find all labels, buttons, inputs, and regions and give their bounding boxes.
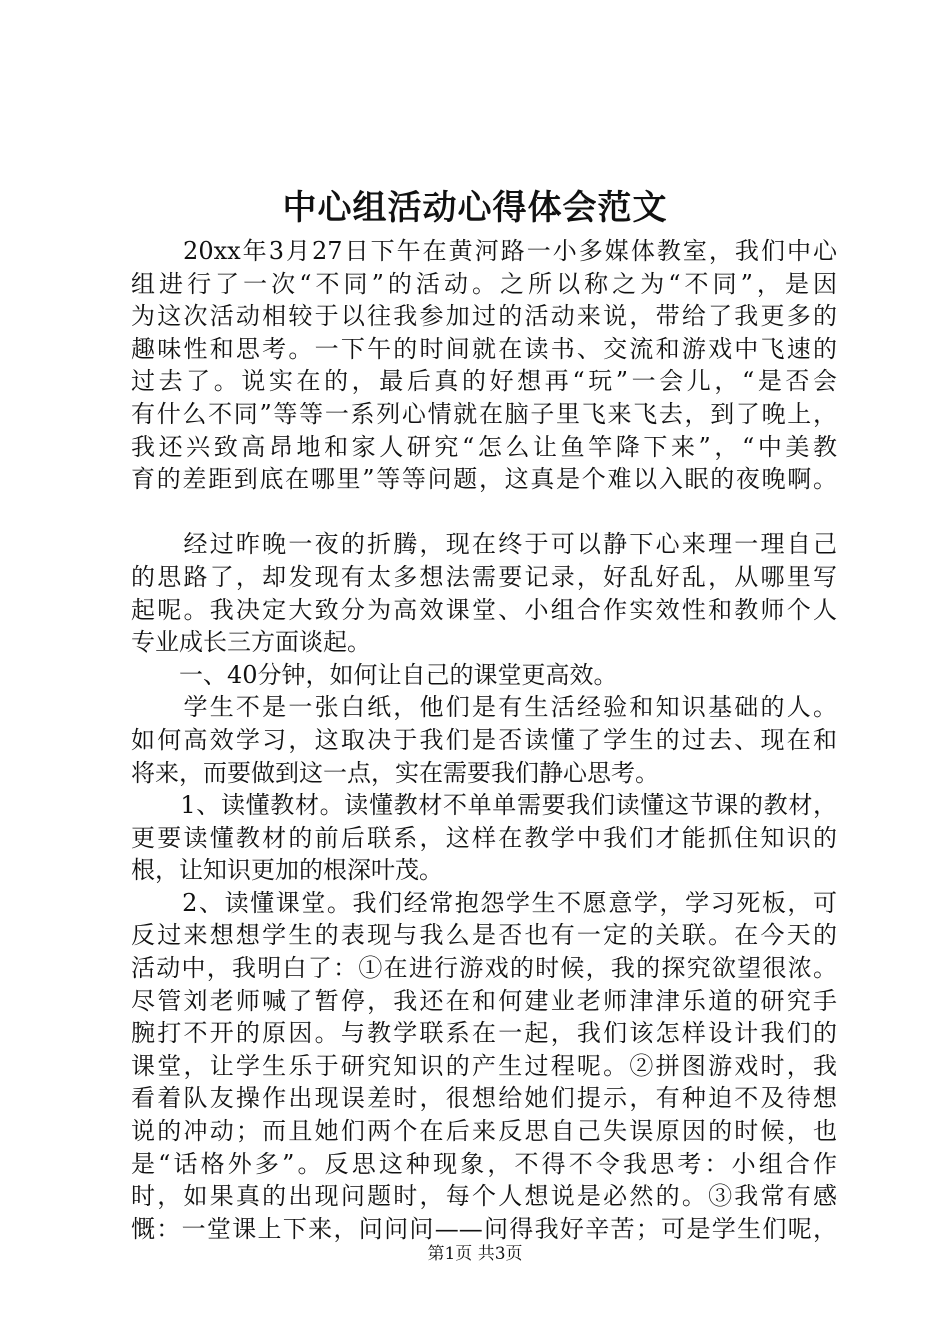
- text-line: 育的差距到底在哪里”等等问题，这真是个难以入眠的夜晚啊。: [131, 465, 837, 494]
- body-text: [131, 235, 837, 1245]
- text-line: 尽管刘老师喊了暂停，我还在和何建业老师津津乐道的研究手: [131, 986, 837, 1015]
- text-line: 活动中，我明白了：①在进行游戏的时候，我的探究欲望很浓。: [131, 954, 837, 983]
- text-line: 根，让知识更加的根深叶茂。: [131, 856, 443, 885]
- text-line: 腕打不开的原因。与教学联系在一起，我们该怎样设计我们的: [131, 1019, 837, 1048]
- text-line: 反过来想想学生的表现与我么是否也有一定的关联。在今天的: [131, 921, 837, 950]
- text-line: 学生不是一张白纸，他们是有生活经验和知识基础的人。: [131, 693, 837, 722]
- text-line: 起呢。我决定大致分为高效课堂、小组合作实效性和教师个人: [131, 595, 837, 624]
- text-line: 为这次活动相较于以往我参加过的活动来说，带给了我更多的: [131, 302, 837, 331]
- text-line: 是“话格外多”。反思这种现象，不得不令我思考：小组合作: [131, 1149, 837, 1178]
- text-line: 20xx年3月27日下午在黄河路一小多媒体教室，我们中心: [131, 237, 837, 265]
- text-line: 更要读懂教材的前后联系，这样在教学中我们才能抓住知识的: [131, 823, 837, 852]
- text-line: 课堂，让学生乐于研究知识的产生过程呢。②拼图游戏时，我: [131, 1051, 837, 1080]
- text-line: 看着队友操作出现误差时，很想给她们提示，有种迫不及待想: [131, 1084, 837, 1113]
- text-line: 组进行了一次“不同”的活动。之所以称之为“不同”，是因: [131, 269, 837, 298]
- text-line: 一、40分钟，如何让自己的课堂更高效。: [131, 660, 618, 689]
- text-line: 专业成长三方面谈起。: [131, 628, 371, 657]
- text-line: 慨：一堂课上下来，问问问——问得我好辛苦；可是学生们呢，: [131, 1214, 837, 1243]
- text-line: 2、读懂课堂。我们经常抱怨学生不愿意学，学习死板，可: [131, 888, 837, 917]
- text-line: 将来，而要做到这一点，实在需要我们静心思考。: [131, 758, 659, 787]
- text-line: 1、读懂教材。读懂教材不单单需要我们读懂这节课的教材，: [131, 791, 837, 820]
- text-line: 说的冲动；而且她们两个在后来反思自己失误原因的时候，也: [131, 1117, 837, 1146]
- page-title: 中心组活动心得体会范文: [282, 188, 668, 228]
- blank-line: [131, 496, 837, 529]
- text-line: 我还兴致高昂地和家人研究“怎么让鱼竿降下来”，“中美教: [131, 432, 837, 461]
- text-line: 经过昨晚一夜的折腾，现在终于可以静下心来理一理自己: [131, 530, 837, 559]
- text-line: 的思路了，却发现有太多想法需要记录，好乱好乱，从哪里写: [131, 562, 837, 591]
- text-line: 过去了。说实在的，最后真的好想再“玩”一会儿，“是否会: [131, 367, 837, 396]
- text-line: 有什么不同”等等一系列心情就在脑子里飞来飞去，到了晚上，: [131, 399, 837, 428]
- text-line: 时，如果真的出现问题时，每个人想说是必然的。③我常有感: [131, 1182, 837, 1211]
- page-footer: 第1页 共3页: [427, 1244, 523, 1264]
- text-line: 趣味性和思考。一下午的时间就在读书、交流和游戏中飞速的: [131, 334, 837, 363]
- text-line: 如何高效学习，这取决于我们是否读懂了学生的过去、现在和: [131, 725, 837, 754]
